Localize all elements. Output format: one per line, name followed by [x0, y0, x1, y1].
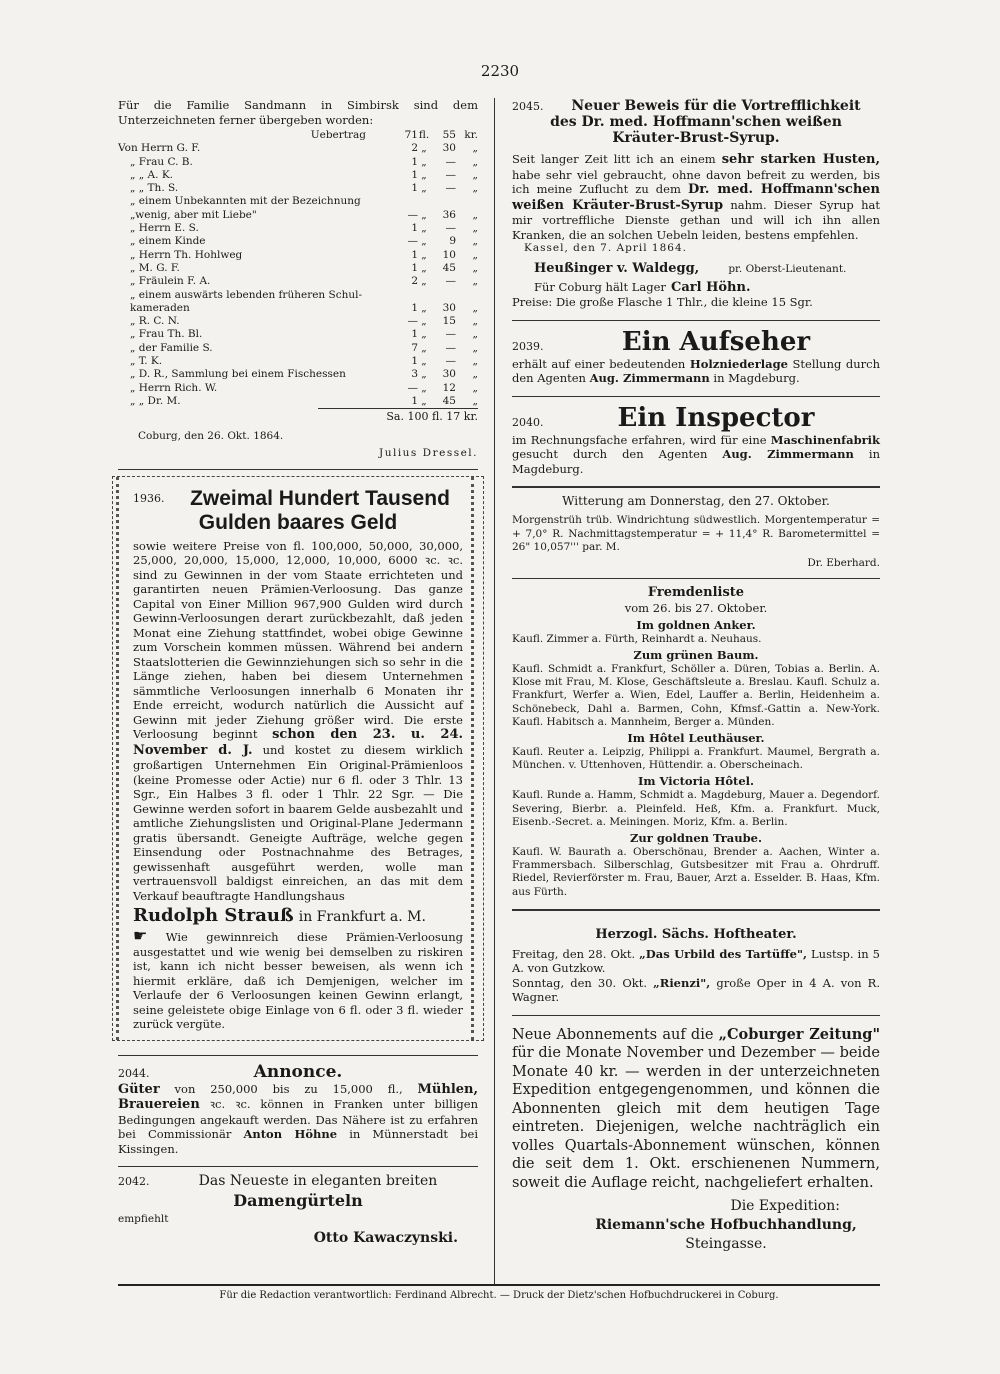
donor-name: „ Herrn Rich. W.: [130, 381, 218, 394]
donation-kr: —: [445, 155, 456, 168]
donation-kr: [430, 289, 456, 302]
lottery-title-1: Zweimal Hundert Tausend: [190, 486, 450, 510]
donation-kr: —: [445, 182, 456, 195]
rule: [118, 1166, 478, 1167]
rule: [512, 320, 880, 321]
ornament-border-right: [471, 477, 480, 1040]
donation-kr: [430, 195, 456, 208]
ad-number: 1936.: [133, 492, 165, 506]
donation-fl: —: [407, 235, 418, 248]
donation-fl: 7: [411, 341, 418, 354]
donation-row: „ Herrn Th. Hohlweg 1 „ 10 „: [118, 249, 478, 262]
carry-row: Uebertrag 71 fl. 55 kr.: [118, 129, 478, 142]
rule: [512, 909, 880, 911]
carry-unit: kr.: [464, 129, 478, 141]
hotel-name: Im Hôtel Leuthäuser.: [627, 730, 765, 745]
donation-row: „ einem Kinde — „ 9 „: [118, 235, 478, 248]
hotel-name: Zur goldnen Traube.: [630, 830, 762, 845]
donation-fl: 1: [411, 355, 418, 368]
donation-list: [118, 142, 478, 408]
theatre-title: Herzogl. Sächs. Hoftheater.: [595, 926, 797, 942]
guest-list-title: Fremdenliste: [647, 585, 745, 601]
donation-fl: —: [407, 208, 418, 221]
donation-fl: 1: [411, 248, 418, 261]
commissioner-name: Anton Höhne: [243, 1127, 338, 1142]
donation-place-date: Coburg, den 26. Okt. 1864.: [138, 430, 284, 443]
seller-name: Otto Kawaczynski.: [313, 1230, 458, 1247]
donation-kr: 30: [442, 301, 456, 314]
donor-name: kameraden: [130, 301, 190, 314]
donation-row: kameraden 1 „ 30 „: [118, 302, 478, 315]
donor-name: „ T. K.: [130, 355, 163, 368]
rule: [512, 396, 880, 397]
donation-kr: —: [445, 355, 456, 368]
donation-fl: —: [407, 381, 418, 394]
rule: [512, 1015, 880, 1016]
donation-kr: 10: [442, 248, 456, 261]
donor-name: „ einem Unbekannten mit der Bezeichnung: [130, 195, 361, 208]
hotel-guests: Kaufl. W. Baurath a. Oberschönau, Brender a. Aachen, Winter a. Frammersbach. Silberschlag, Gutsbesitzer mit Frau a. Ohrdruff. Riedel, Revierförster m. Frau, Bauer, Arzt a. Esselder. B. Haas, Kfm. aus Fürth.: [512, 845, 880, 898]
subscription-notice: Neue Abonnements auf die „Coburger Zeitung" für die Monate November und Dezember — beide Monate 40 kr. — werden in der unterzeichneten Expedition entgegengenommen, und können die Abonnenten gleich mit dem heutigen Tage eintreten. Diejenigen, welche nachträglich ein volles Quartals-Abonnement wünschen, können die seit dem 1. Okt. erschienenen Nummern, soweit die Auflage reicht, nachgeliefert erhalten. Die Expedition: Riemann'sche Hofbuchhandlung, Steingasse.: [512, 1025, 880, 1253]
donation-fl: 3: [411, 368, 418, 381]
donor-name: „ einem Kinde: [130, 235, 206, 248]
donation-fl: 2: [411, 142, 418, 155]
lottery-title-2: Gulden baares Geld: [198, 510, 398, 534]
stockist-name: Carl Höhn.: [671, 280, 751, 296]
donation-row: „ D. R., Sammlung bei einem Fischessen 3 „ 30 „: [118, 368, 478, 381]
donor-name: „ Herrn E. S.: [130, 222, 199, 235]
donation-intro: Für die Familie Sandmann in Simbirsk sind dem Unterzeichneten ferner übergeben worden:: [118, 98, 478, 127]
donation-row: „ Frau Th. Bl. 1 „ — „: [118, 328, 478, 341]
lottery-dates: schon den 23. u. 24. November d. J.: [133, 727, 464, 758]
donation-row: „ T. K. 1 „ — „: [118, 355, 478, 368]
rule: [512, 486, 880, 488]
donation-kr: 30: [442, 368, 456, 381]
donation-fl: —: [407, 315, 418, 328]
pointing-hand-icon: ☛: [133, 926, 148, 946]
donation-fl: 1: [411, 261, 418, 274]
prices: Preise: Die große Flasche 1 Thlr., die kleine 15 Sgr.: [512, 295, 813, 310]
hotel-entry: [512, 648, 880, 729]
donation-row: „ M. G. F. 1 „ 45 „: [118, 262, 478, 275]
donation-row: „ „ Th. S. 1 „ — „: [118, 182, 478, 195]
donation-kr: 45: [442, 394, 456, 407]
donation-fl: 1: [411, 394, 418, 407]
hotel-guests: Kaufl. Runde a. Hamm, Schmidt a. Magdeburg, Mauer a. Degendorf. Severing, Bierbr. a. Pleinfeld. Heß, Kfm. a. Frankfurt. Muck, Eisenb.-Secret. a. Meiningen. Moriz, Kfm. a. Berlin.: [512, 789, 880, 828]
donation-kr: —: [445, 328, 456, 341]
lottery-advertisement: [112, 476, 484, 1041]
weather-title: Witterung am Donnerstag, den 27. Oktober.: [562, 494, 830, 509]
column-divider: [494, 98, 495, 1284]
estate-advertisement: 2044. Annonce. Güter von 250,000 bis zu 15,000 fl., Mühlen, Brauereien ꝛc. ꝛc. können in Franken unter billigen Bedingungen angekauft werden. Das Nähere ist zu erfahren bei Commissionär Anton Höhne in Münnerstadt bei Kissingen.: [118, 1061, 479, 1156]
donor-name: „wenig, aber mit Liebe": [130, 208, 257, 221]
donor-name: „ „ Dr. M.: [130, 394, 181, 407]
donor-name: „ „ Th. S.: [130, 182, 179, 195]
donation-row: „ Herrn E. S. 1 „ — „: [118, 222, 478, 235]
donation-kr: 36: [442, 208, 456, 221]
hotel-guests: Kaufl. Schmidt a. Frankfurt, Schöller a. Düren, Tobias a. Berlin. A. Klose mit Frau, M. Klose, Geschäftsleute a. Breslau. Kaufl. Schulz a. Frankfurt, Werfer a. Wien, Edel, Lauffer a. Berlin, Heidenheim a. Schönebeck, Dahl a. Barmen, Cohn, Kfmsf.-Gattin a. New-York. Kaufl. Habitsch a. Mannheim, Berger a. Münden.: [512, 662, 880, 728]
lottery-body: sowie weitere Preise von fl. 100,000, 50,000, 30,000, 25,000, 20,000, 15,000, 12,000, 10,000, 6000 ꝛc. ꝛc. sind zu Gewinnen in der vom Staate errichteten und garantirten neuen Prämien-Verloosung. Das ganze Capital von Einer Million 967,900 Gulden wird durch Gewinn-Verloosungen derart zurückbezahlt, daß jeden Monat eine Ziehung stattfindet, wobei obige Gewinne zum Vorschein kommen müssen. Während bei andern Staatslotterien die Gewinnziehungen sich so sehr in die Länge ziehen, haben bei diesem Unternehmen sämmtliche Verloosungen innerhalb 6 Monaten ihr Ende erreicht, wodurch natürlich die Aussicht auf Gewinn mit jeder Ziehung größer wird. Die erste Verloosung beginnt: [133, 538, 463, 742]
donor-name: „ Frau C. B.: [130, 155, 193, 168]
donation-row: [118, 195, 478, 208]
belts-advertisement: 2042. Das Neueste in eleganten breiten Damengürteln empfiehlt Otto Kawaczynski.: [118, 1173, 478, 1246]
product-name: Damengürteln: [233, 1191, 363, 1211]
donor-name: „ Frau Th. Bl.: [130, 328, 203, 341]
left-column: [118, 98, 478, 1246]
donation-row: „ Fräulein F. A. 2 „ — „: [118, 275, 478, 288]
donor-name: „ D. R., Sammlung bei einem Fischessen: [130, 368, 346, 381]
donation-row: Von Herrn G. F. 2 „ 30 „: [118, 142, 478, 155]
donation-fl: 1: [411, 301, 418, 314]
imprint-footer: Für die Redaction verantwortlich: Ferdinand Albrecht. — Druck der Dietz'schen Hofbuchdruckerei in Coburg.: [219, 1290, 779, 1301]
donation-fl: 1: [411, 222, 418, 235]
donation-kr: 12: [442, 381, 456, 394]
donation-kr: 9: [449, 235, 456, 248]
ad-number: 2042.: [118, 1175, 150, 1189]
donation-kr: 45: [442, 261, 456, 274]
hotel-entry: [512, 774, 880, 829]
inspector-advertisement: 2040. Ein Inspector im Rechnungsfache erfahren, wird für eine Maschinenfabrik gesucht durch den Agenten Aug. Zimmermann in Magdeburg.: [512, 402, 881, 476]
donation-row: „ „ A. K. 1 „ — „: [118, 169, 478, 182]
hotel-guests: Kaufl. Zimmer a. Fürth, Reinhardt a. Neuhaus.: [512, 632, 762, 645]
ad-number: 2040.: [512, 415, 544, 429]
syrup-advertisement: 2045. Neuer Beweis für die Vortrefflichkeit des Dr. med. Hoffmann'schen weißen Kräuter-Brust-Syrup. Seit langer Zeit litt ich an einem sehr starken Husten, habe sehr viel gebraucht, ohne davon befreit zu werden, bis ich meine Zuflucht zu dem Dr. med. Hoffmann'schen weißen Kräuter-Brust-Syrup nahm. Dieser Syrup hat mir vortreffliche Dienste gethan und will ich ihn allen Kranken, die an solchen Uebeln leiden, bestens empfehlen. Kassel, den 7. April 1864. Heußinger v. Waldegg, pr. Oberst-Lieutenant. Für Coburg hält Lager Carl Höhn. Preise: Die große Flasche 1 Thlr., die kleine 15 Sgr.: [512, 98, 881, 310]
donor-name: „ Herrn Th. Hohlweg: [130, 248, 243, 261]
hotel-name: Zum grünen Baum.: [633, 647, 759, 662]
ad-number: 2045.: [512, 100, 544, 113]
donation-row: „ R. C. N. — „ 15 „: [118, 315, 478, 328]
donor-name: „ einem auswärts lebenden früheren Schul-: [130, 288, 363, 301]
firm-place: in Frankfurt a. M.: [298, 909, 426, 926]
ad-number: 2039.: [512, 339, 544, 353]
donation-kr: 30: [442, 142, 456, 155]
donation-fl: 1: [411, 155, 418, 168]
hotel-name: Im goldnen Anker.: [636, 617, 756, 632]
rule: [118, 1055, 478, 1056]
page-number: 2230: [480, 62, 520, 80]
bookshop-name: Riemann'sche Hofbuchhandlung,: [595, 1217, 857, 1234]
newspaper-name: „Coburger Zeitung": [718, 1025, 880, 1043]
donation-notice: [118, 98, 478, 461]
donation-fl: 1: [411, 168, 418, 181]
lottery-body-2: und kostet zu diesem wirklich großartigen Unternehmen Ein Original-Prämienloos (keine Promesse oder Actie) nur 6 fl. oder 3 Thlr. 13 Sgr., Ein Halbes 3 fl. oder 1 Thlr. 22 Sgr. — Die Gewinne werden sofort in baarem Gelde ausbezahlt und amtliche Ziehungslisten und Original-Plane Jedermann gratis übersandt. Geneigte Aufträge, welche gegen Einsendung oder Postnachnahme des Betrages, gewissenhaft ausgeführt werden, wolle man vertrauensvoll baldigst einreichen, an das mit dem Verkauf beauftragte Handlungshaus: [133, 742, 463, 903]
donation-kr: —: [445, 168, 456, 181]
overseer-advertisement: 2039. Ein Aufseher erhält auf einer bedeutenden Holzniederlage Stellung durch den Agenten Aug. Zimmermann in Magdeburg.: [512, 326, 881, 386]
firm-name: Rudolph Strauß: [133, 905, 294, 927]
carry-fl: 71: [404, 129, 418, 141]
donation-fl: 2: [411, 275, 418, 288]
donation-row: „wenig, aber mit Liebe" — „ 36 „: [118, 209, 478, 222]
footer-rule: [118, 1284, 880, 1286]
hotel-entry: [512, 731, 880, 772]
donation-signature: Julius Dressel.: [378, 447, 478, 460]
ornament-border-left: [116, 477, 125, 1040]
donor-name: „ Fräulein F. A.: [130, 275, 211, 288]
donation-total: Sa. 100 fl. 17 kr.: [318, 408, 478, 424]
donation-kr: —: [445, 275, 456, 288]
guest-list: Fremdenliste vom 26. bis 27. Oktober. Im goldnen Anker. Kaufl. Zimmer a. Fürth, Reinhardt a. Neuhaus. Zum grünen Baum. Kaufl. Schmidt a. Frankfurt, Schöller a. Düren, Tobias a. Berlin. A. Klose mit Frau, M. Klose, Geschäftsleute a. Breslau. Kaufl. Schulz a. Frankfurt, Werfer a. Wien, Edel, Lauffer a. Berlin, Heidenheim a. Schönebeck, Dahl a. Barmen, Cohn, Kfmsf.-Gattin a. New-York. Kaufl. Habitsch a. Mannheim, Berger a. Münden. Im Hôtel Leuthäuser. Kaufl. Reuter a. Leipzig, Philippi a. Frankfurt. Maumel, Bergrath a. München. v. Uttenhoven, Hüttendir. a. Oberscheinach. Im Victoria Hôtel. Kaufl. Runde a. Hamm, Schmidt a. Magdeburg, Mauer a. Degendorf. Severing, Bierbr. a. Pleinfeld. Heß, Kfm. a. Frankfurt. Muck, Eisenb.-Secret. a. Meiningen. Moriz, Kfm. a. Berlin. Zur goldnen Traube. Kaufl. W. Baurath a. Oberschönau, Brender a. Aachen, Winter a. Frammersbach. Silberschlag, Gutsbesitzer mit Frau a. Ohrdruff. Riedel, Revierförster m. Frau, Bauer, Arzt a. Esselder. B. Haas, Kfm. aus Fürth.: [512, 585, 880, 898]
donation-fl: 1: [411, 182, 418, 195]
donation-row: „ „ Dr. M. 1 „ 45 „: [118, 395, 478, 408]
annonce-title: Annonce.: [253, 1061, 343, 1082]
donation-row: „ der Familie S. 7 „ — „: [118, 342, 478, 355]
signer-name: Heußinger v. Waldegg,: [534, 261, 700, 277]
carry-label: Uebertrag: [310, 129, 366, 141]
donor-name: „ M. G. F.: [130, 261, 180, 274]
donation-kr: —: [445, 341, 456, 354]
rule: [118, 469, 478, 470]
donation-kr: —: [445, 222, 456, 235]
donation-fl: 1: [411, 328, 418, 341]
hotel-name: Im Victoria Hôtel.: [637, 774, 755, 789]
rule: [512, 578, 880, 579]
weather-report: Witterung am Donnerstag, den 27. Oktober. Morgenstrüh trüb. Windrichtung südwestlich. Morgentemperatur = + 7,0° R. Nachmittagstemperatur = + 11,4° R. Barometermittel = 26" 10,057''' par. M. Dr. Eberhard.: [512, 494, 880, 570]
right-column: [512, 98, 880, 1252]
hotel-entry: [512, 618, 880, 646]
lottery-closing: Wie gewinnreich diese Prämien-Verloosung ausgestattet und wie wenig bei demselben zu riskiren ist, kann ich nicht besser beweisen, als wenn ich hiermit erkläre, daß ich Demjenigen, welcher im Verlaufe der 6 Verloosungen keinen Gewinn erlangt, seine geleistete obige Einlage von 6 fl. oder 3 fl. wieder zurück vergüte.: [133, 930, 464, 1032]
donor-name: Von Herrn G. F.: [118, 142, 201, 155]
donation-row: [118, 289, 478, 302]
donor-name: „ der Familie S.: [130, 341, 213, 354]
donation-row: „ Frau C. B. 1 „ — „: [118, 156, 478, 169]
donor-name: „ R. C. N.: [130, 315, 180, 328]
donation-row: „ Herrn Rich. W. — „ 12 „: [118, 382, 478, 395]
theatre-notice: Herzogl. Sächs. Hoftheater. Freitag, den 28. Okt. „Das Urbild des Tartüffe", Lustsp. in 5 A. von Gutzkow. Sonntag, den 30. Okt. „Rienzi", große Oper in 4 A. von R. Wagner.: [512, 926, 881, 1005]
donation-kr: 15: [442, 315, 456, 328]
hotel-entry: [512, 831, 880, 899]
donation-fl: [376, 289, 418, 302]
hotel-guests: Kaufl. Reuter a. Leipzig, Philippi a. Frankfurt. Maumel, Bergrath a. München. v. Uttenhoven, Hüttendir. a. Oberscheinach.: [512, 745, 880, 772]
ad-number: 2044.: [118, 1066, 150, 1080]
donor-name: „ „ A. K.: [130, 168, 173, 181]
carry-kr: 55: [442, 129, 456, 141]
donation-fl: [376, 195, 418, 208]
